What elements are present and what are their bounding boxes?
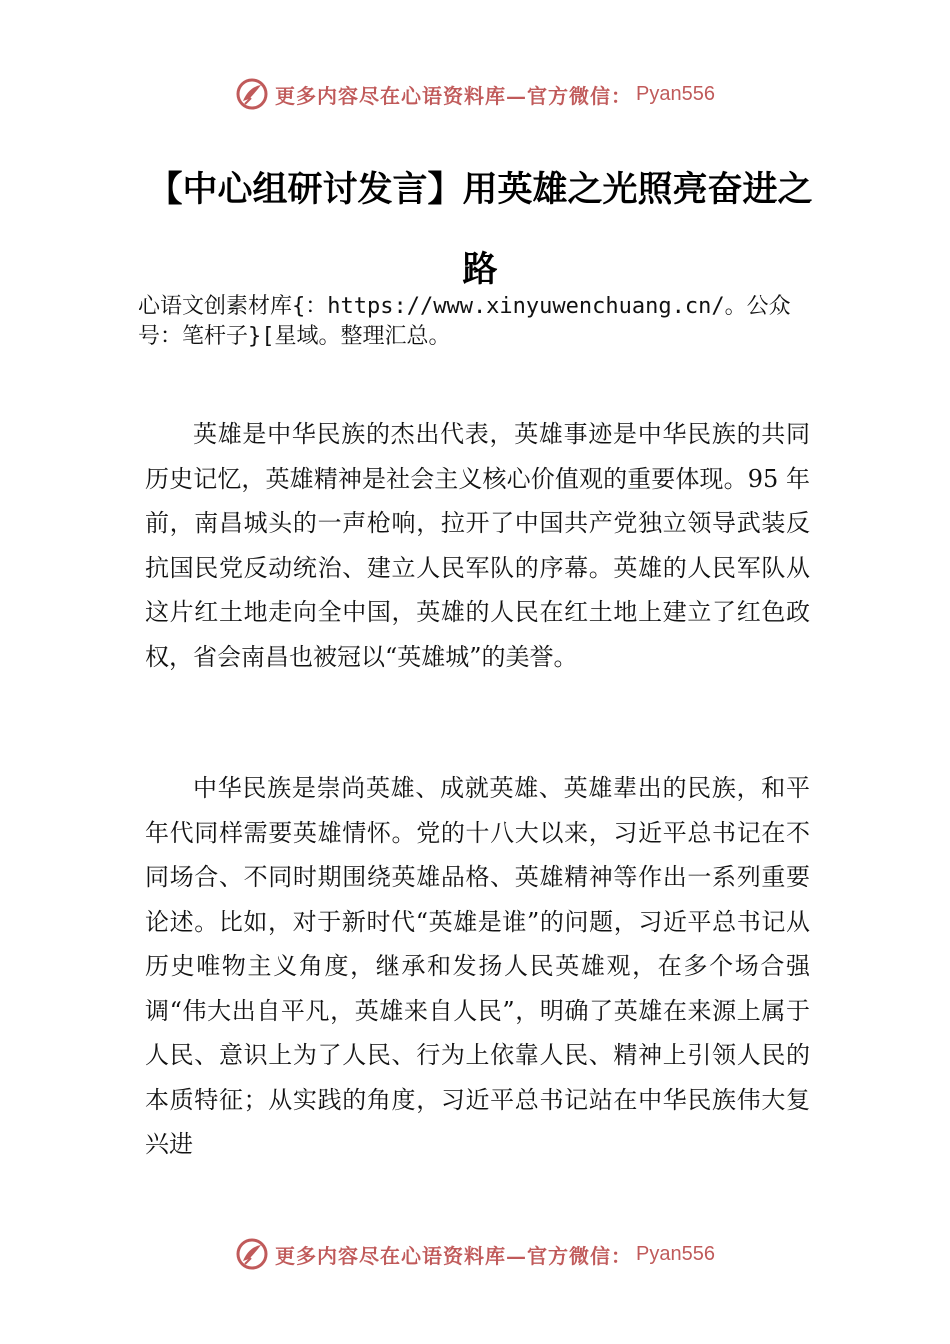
body-paragraph-2: 中华民族是崇尚英雄、成就英雄、英雄辈出的民族，和平年代同样需要英雄情怀。党的十八大以来，习近平总书记在不同场合、不同时期围绕英雄品格、英雄精神等作出一系列重要论述。比如，对于新时代“英雄是谁”的问题，习近平总书记从历史唯物主义角度，继承和发扬人民英雄观，在多个场合强调“伟大出自平凡，英雄来自人民”，明确了英雄在来源上属于人民、意识上为了人民、行为上依靠人民、精神上引领人民的本质特征；从实践的角度，习近平总书记站在中华民族伟大复兴进 xyxy=(145,774,810,1158)
header-banner xyxy=(0,74,950,114)
banner-wechat-id: Pyan556 xyxy=(636,82,715,105)
banner-text: 更多内容尽在心语资料库—官方微信： xyxy=(275,83,633,108)
body-paragraph-1: 英雄是中华民族的杰出代表，英雄事迹是中华民族的共同历史记忆，英雄精神是社会主义核心价值观的重要体现。95 年前，南昌城头的一声枪响，拉开了中国共产党独立领导武装反抗国民党反动统治、建立人民军队的序幕。英雄的人民军队从这片红土地走向全中国，英雄的人民在红土地上建立了红色政权，省会南昌也被冠以“英雄城”的美誉。 xyxy=(145,420,810,671)
footer-banner xyxy=(0,1234,950,1274)
brush-logo-icon xyxy=(235,1237,269,1271)
banner-wechat-id: Pyan556 xyxy=(636,1242,715,1265)
source-line: 心语文创素材库{：https://www.xinyuwenchuang.cn/。公众号：笔杆子}[星域。整理汇总。 xyxy=(138,294,791,349)
page-title: 【中心组研讨发言】用英雄之光照亮奋进之路 xyxy=(147,170,813,290)
brush-logo-icon xyxy=(235,77,269,111)
banner-text: 更多内容尽在心语资料库—官方微信： xyxy=(275,1243,633,1268)
